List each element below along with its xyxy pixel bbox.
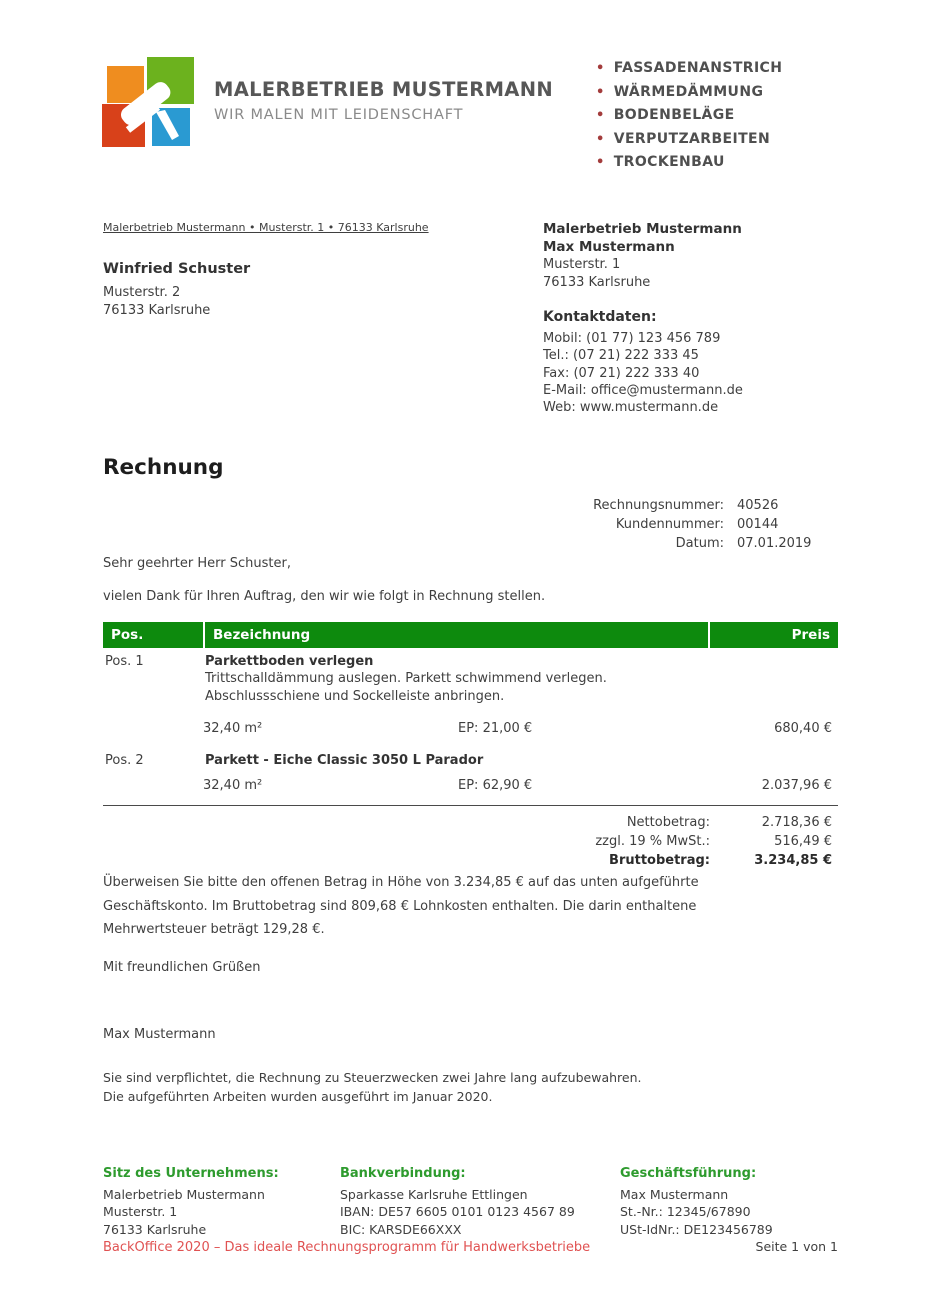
footer-line: Musterstr. 1 <box>103 1204 178 1220</box>
meta-row-invoice-number <box>500 496 838 515</box>
company-block-owner: Max Mustermann <box>543 238 675 255</box>
item-title: Parkettboden verlegen <box>205 654 374 669</box>
footer-line: Max Mustermann <box>620 1187 729 1202</box>
company-logo <box>100 54 200 168</box>
payment-note: Überweisen Sie bitte den offenen Betrag in Höhe von 3.234,85 € auf das unten aufgeführte Geschäftskonto. Im Bruttobetrag sind 809,68 € Lohnkosten enthalten. Die darin enthaltene Mehrwertsteuer beträgt 129,28 €. <box>103 875 699 937</box>
invoice-date: 07.01.2019 <box>737 536 812 552</box>
service-item <box>596 128 782 152</box>
service-item <box>596 57 782 81</box>
legal-note-line: Die aufgeführten Arbeiten wurden ausgeführt im Januar 2020. <box>103 1088 493 1104</box>
company-name: MALERBETRIEB MUSTERMANN <box>214 78 553 101</box>
company-contact-block <box>543 221 843 416</box>
contact-mobile: Mobil: (01 77) 123 456 789 <box>543 331 721 346</box>
contact-fax: Fax: (07 21) 222 333 40 <box>543 365 700 381</box>
item-amount-row <box>103 721 838 736</box>
meta-label: Datum: <box>675 536 724 552</box>
recipient-block <box>103 221 503 319</box>
totals-divider <box>103 805 838 806</box>
service-item <box>596 151 782 175</box>
service-label: BODENBELÄGE <box>613 107 735 123</box>
item-title: Parkett - Eiche Classic 3050 L Parador <box>205 753 484 768</box>
footer-column-company <box>103 1166 340 1238</box>
intro-line: vielen Dank für Ihren Auftrag, den wir wie folgt in Rechnung stellen. <box>103 589 546 604</box>
column-header-pos: Pos. <box>103 622 203 648</box>
contact-heading: Kontaktdaten: <box>543 309 657 325</box>
legal-note-line: Sie sind verpflichtet, die Rechnung zu Steuerzwecken zwei Jahre lang aufzubewahren. <box>103 1070 642 1085</box>
footer-column-management <box>620 1166 838 1238</box>
item-description-line: Abschlussschiene und Sockelleiste anbringen. <box>205 689 505 704</box>
item-pos: Pos. 1 <box>105 654 144 669</box>
recipient-street: Musterstr. 2 <box>103 285 181 300</box>
company-block-name: Malerbetrieb Mustermann <box>543 221 742 237</box>
footer-line: BIC: KARSDE66XXX <box>340 1221 462 1237</box>
bullet-icon: • <box>596 155 605 170</box>
bottom-row <box>103 1239 838 1255</box>
footer-line: 76133 Karlsruhe <box>103 1221 207 1237</box>
gross-amount: 3.234,85 € <box>754 853 832 869</box>
signature-name: Max Mustermann <box>103 1027 216 1042</box>
service-item <box>596 81 782 105</box>
footer-line: Sparkasse Karlsruhe Ettlingen <box>340 1187 528 1202</box>
footer-line: IBAN: DE57 6605 0101 0123 4567 89 <box>340 1204 575 1220</box>
bullet-icon: • <box>596 84 605 100</box>
total-label: Bruttobetrag: <box>609 853 710 869</box>
vat-amount: 516,49 € <box>774 834 832 850</box>
salutation: Sehr geehrter Herr Schuster, <box>103 556 291 571</box>
service-label: VERPUTZARBEITEN <box>613 130 771 147</box>
column-header-description: Bezeichnung <box>205 622 708 648</box>
total-row-vat <box>103 832 838 851</box>
company-tagline: WIR MALEN MIT LEIDENSCHAFT <box>214 107 464 123</box>
item-description-line: Trittschalldämmung auslegen. Parkett schwimmend verlegen. <box>205 671 607 686</box>
service-label: FASSADENANSTRICH <box>613 60 783 76</box>
item-unit-price: EP: 21,00 € <box>458 721 533 736</box>
table-header-row <box>103 622 838 648</box>
company-block-city: 76133 Karlsruhe <box>543 274 651 290</box>
totals-section <box>103 813 838 871</box>
table-row <box>103 654 838 736</box>
column-header-price: Preis <box>710 622 838 648</box>
page-footer <box>103 1166 838 1238</box>
invoice-number: 40526 <box>737 498 779 513</box>
item-quantity: 32,40 m² <box>203 778 263 793</box>
contact-email: E-Mail: office@mustermann.de <box>543 382 743 398</box>
footer-heading: Bankverbindung: <box>340 1166 466 1181</box>
footer-heading: Sitz des Unternehmens: <box>103 1166 279 1181</box>
footer-line: St.-Nr.: 12345/67890 <box>620 1204 751 1220</box>
contact-web: Web: www.mustermann.de <box>543 400 719 416</box>
bullet-icon: • <box>596 131 605 147</box>
meta-label: Rechnungsnummer: <box>593 498 724 513</box>
company-block-street: Musterstr. 1 <box>543 257 621 272</box>
recipient-address <box>103 261 503 319</box>
total-row-net <box>103 813 838 832</box>
legal-notes <box>103 1069 641 1106</box>
page-indicator: Seite 1 von 1 <box>755 1239 838 1254</box>
closing-line: Mit freundlichen Grüßen <box>103 960 261 975</box>
software-promo-text: BackOffice 2020 – Das ideale Rechnungsprogramm für Handwerksbetriebe <box>103 1240 591 1255</box>
contact-phone: Tel.: (07 21) 222 333 45 <box>543 348 699 364</box>
bullet-icon: • <box>596 108 605 123</box>
page-header <box>100 54 553 168</box>
service-item <box>596 104 782 128</box>
sender-return-address: Malerbetrieb Mustermann • Musterstr. 1 • 76133 Karlsruhe <box>103 221 429 234</box>
invoice-meta <box>500 496 838 554</box>
item-head <box>103 753 838 768</box>
net-amount: 2.718,36 € <box>761 815 832 830</box>
service-label: TROCKENBAU <box>613 154 725 170</box>
bullet-icon: • <box>596 61 605 76</box>
meta-row-date <box>500 534 838 553</box>
table-row <box>103 753 838 793</box>
recipient-name: Winfried Schuster <box>103 261 251 277</box>
footer-heading: Geschäftsführung: <box>620 1166 757 1181</box>
item-total: 680,40 € <box>774 721 832 736</box>
item-total: 2.037,96 € <box>761 778 832 793</box>
page-title: Rechnung <box>103 455 224 480</box>
item-pos: Pos. 2 <box>105 753 144 768</box>
item-unit-price: EP: 62,90 € <box>458 778 533 793</box>
item-amount-row <box>103 778 838 793</box>
service-label: WÄRMEDÄMMUNG <box>613 83 764 100</box>
meta-label: Kundennummer: <box>615 517 724 533</box>
total-label: zzgl. 19 % MwSt.: <box>595 834 710 850</box>
services-list <box>596 57 782 175</box>
brand-block <box>214 54 553 168</box>
footer-column-bank <box>340 1166 620 1238</box>
footer-line: Malerbetrieb Mustermann <box>103 1187 265 1202</box>
item-quantity: 32,40 m² <box>203 721 263 736</box>
footer-line: USt-IdNr.: DE123456789 <box>620 1221 773 1237</box>
meta-row-customer-number <box>500 515 838 534</box>
total-label: Nettobetrag: <box>626 815 710 830</box>
recipient-city: 76133 Karlsruhe <box>103 302 211 318</box>
customer-number: 00144 <box>737 517 779 533</box>
item-head <box>103 654 838 669</box>
total-row-gross <box>103 851 838 870</box>
items-table <box>103 622 838 871</box>
